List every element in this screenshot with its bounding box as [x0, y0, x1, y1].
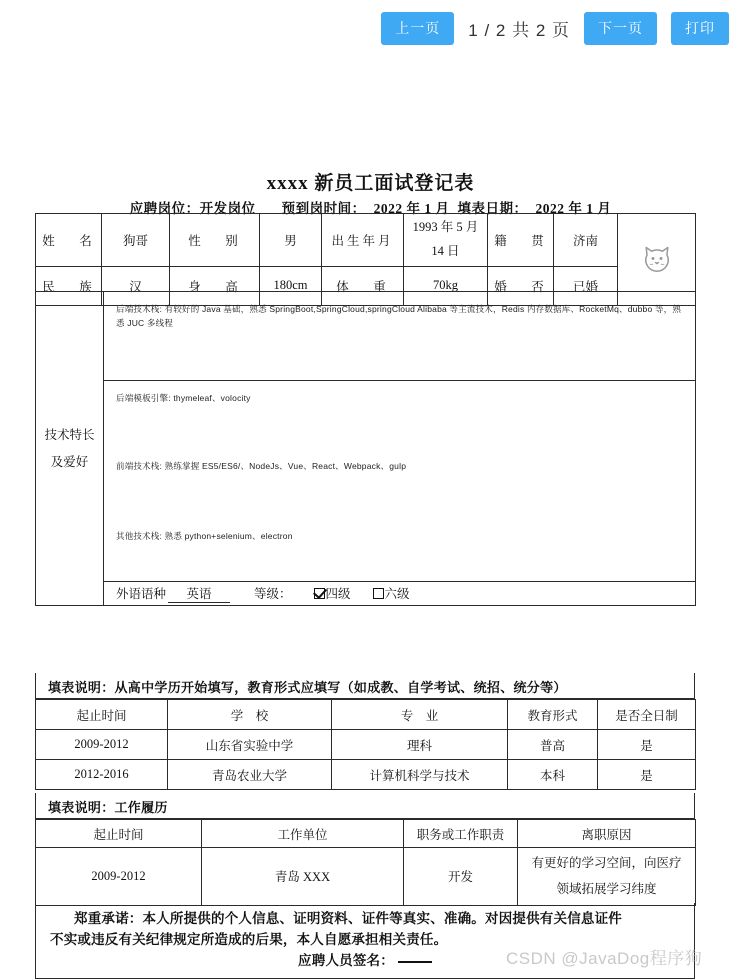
work-cell-period: 2009-2012 [36, 848, 202, 906]
gender-label: 性 别 [170, 214, 260, 267]
other-skills-cell [104, 519, 696, 582]
height-value: 180cm [260, 266, 322, 305]
marital-label: 婚 否 [488, 266, 554, 305]
height-label: 身 高 [170, 266, 260, 305]
work-cell-company: 青岛 XXX [202, 848, 404, 906]
document-sheet [0, 56, 741, 968]
promise-line1: 郑重承诺：本人所提供的个人信息、证明资料、证件等真实、准确。对因提供有关信息证件 [74, 911, 622, 926]
next-page-button[interactable]: 下一页 [584, 12, 657, 45]
table-row [36, 848, 696, 906]
name-label: 姓 名 [36, 214, 102, 267]
signature-blank[interactable] [398, 961, 432, 963]
edu-cell-period: 2012-2016 [36, 760, 168, 790]
print-button[interactable]: 打印 [671, 12, 729, 45]
edu-header-school: 学 校 [168, 700, 332, 730]
frontend-skills-text: 前端技术栈: 熟练掌握 ES5/ES6/、NodeJs、Vue、React、Webpack、gulp [116, 461, 407, 471]
fill-date-label: 填表日期： [457, 201, 528, 216]
csdn-watermark: CSDN @JavaDog程序狗 [506, 949, 703, 968]
frontend-skills-cell [104, 449, 696, 519]
name-value: 狗哥 [102, 214, 170, 267]
page-indicator: 1 / 2 共 2 页 [468, 20, 570, 40]
work-cell-duty: 开发 [404, 848, 518, 906]
language-level-label: 等级： [254, 587, 292, 601]
applied-position-label: 应聘岗位： [129, 201, 200, 216]
skills-table [35, 291, 696, 606]
edu-cell-major: 理科 [332, 730, 508, 760]
backend-skills-cell [104, 292, 696, 381]
birth-value: 1993 年 5 月 14 日 [404, 214, 488, 267]
work-header-reason: 离职原因 [518, 820, 696, 848]
work-reason-line2: 领域拓展学习纬度 [556, 882, 657, 897]
table-row [36, 381, 696, 450]
ethnicity-value: 汉 [102, 266, 170, 305]
marital-value: 已婚 [554, 266, 618, 305]
edu-cell-school: 青岛农业大学 [168, 760, 332, 790]
language-label: 外语语种 [116, 587, 167, 601]
work-note: 填表说明：工作履历 [35, 793, 695, 819]
edu-header-period: 起止时间 [36, 700, 168, 730]
work-cell-reason [518, 848, 696, 906]
ethnicity-label: 民 族 [36, 266, 102, 305]
edu-cell-fulltime: 是 [598, 760, 696, 790]
gender-value: 男 [260, 214, 322, 267]
edu-cell-major: 计算机科学与技术 [332, 760, 508, 790]
work-history-table [35, 819, 696, 906]
table-header-row [36, 700, 696, 730]
edu-cell-period: 2009-2012 [36, 730, 168, 760]
fill-date-value: 2022 年 1 月 [535, 201, 612, 216]
edu-cell-form: 本科 [508, 760, 598, 790]
skills-side-label [36, 292, 104, 606]
work-reason-line1: 有更好的学习空间，向医疗 [531, 856, 682, 870]
birth-label: 出生年月 [322, 214, 404, 267]
education-table [35, 699, 696, 790]
edu-cell-form: 普高 [508, 730, 598, 760]
table-row [36, 760, 696, 790]
cet4-label: 四级 [325, 587, 351, 601]
document-title: xxxx 新员工面试登记表 [266, 173, 475, 194]
language-value: 英语 [168, 584, 230, 603]
skills-side-line2: 及爱好 [50, 454, 89, 469]
edu-header-form: 教育形式 [508, 700, 598, 730]
work-header-period: 起止时间 [36, 820, 202, 848]
print-preview-toolbar [0, 0, 741, 56]
template-engine-text: 后端模板引擎: thymeleaf、volocity [116, 393, 251, 403]
work-header-duty: 职务或工作职责 [404, 820, 518, 848]
signature-label: 应聘人员签名： [298, 952, 394, 968]
applied-position-value: 开发岗位 [199, 201, 256, 216]
hometown-value: 济南 [554, 214, 618, 267]
edu-header-fulltime: 是否全日制 [598, 700, 696, 730]
backend-skills-text: 后端技术栈: 有较好的 Java 基础，熟悉 SpringBoot,SpringCloud,springCloud Alibaba 等主流技术，Redis 内存数据库、RocketMq、dubbo 等，熟悉 JUC 多线程 [116, 304, 682, 329]
edu-cell-school: 山东省实验中学 [168, 730, 332, 760]
education-note: 填表说明：从高中学历开始填写，教育形式应填写（如成教、自学考试、统招、统分等） [35, 673, 695, 699]
work-header-company: 工作单位 [202, 820, 404, 848]
template-engine-cell [104, 381, 696, 450]
prev-page-button[interactable]: 上一页 [381, 12, 454, 45]
table-row [36, 519, 696, 582]
table-row [36, 292, 696, 381]
promise-line2: 不实或违反有关纪律规定所造成的后果，本人自愿承担相关责任。 [50, 931, 448, 947]
skills-side-line1: 技术特长 [44, 428, 95, 443]
table-row [36, 730, 696, 760]
cet4-checkbox[interactable] [314, 588, 325, 599]
cet6-checkbox[interactable] [373, 588, 384, 599]
cet6-label: 六级 [384, 587, 410, 601]
edu-cell-fulltime: 是 [598, 730, 696, 760]
cat-face-avatar-icon [621, 242, 692, 276]
weight-value: 70kg [404, 266, 488, 305]
hometown-label: 籍 贯 [488, 214, 554, 267]
onboard-date-label: 预到岗时间： [281, 201, 366, 216]
onboard-date-value: 2022 年 1 月 [373, 201, 450, 216]
table-header-row [36, 820, 696, 848]
language-row [36, 582, 696, 606]
table-row [36, 449, 696, 519]
edu-header-major: 专 业 [332, 700, 508, 730]
weight-label: 体 重 [322, 266, 404, 305]
table-row [36, 214, 696, 267]
language-cell [104, 582, 696, 606]
other-skills-text: 其他技术栈: 熟悉 python+selenium、electron [116, 531, 293, 541]
